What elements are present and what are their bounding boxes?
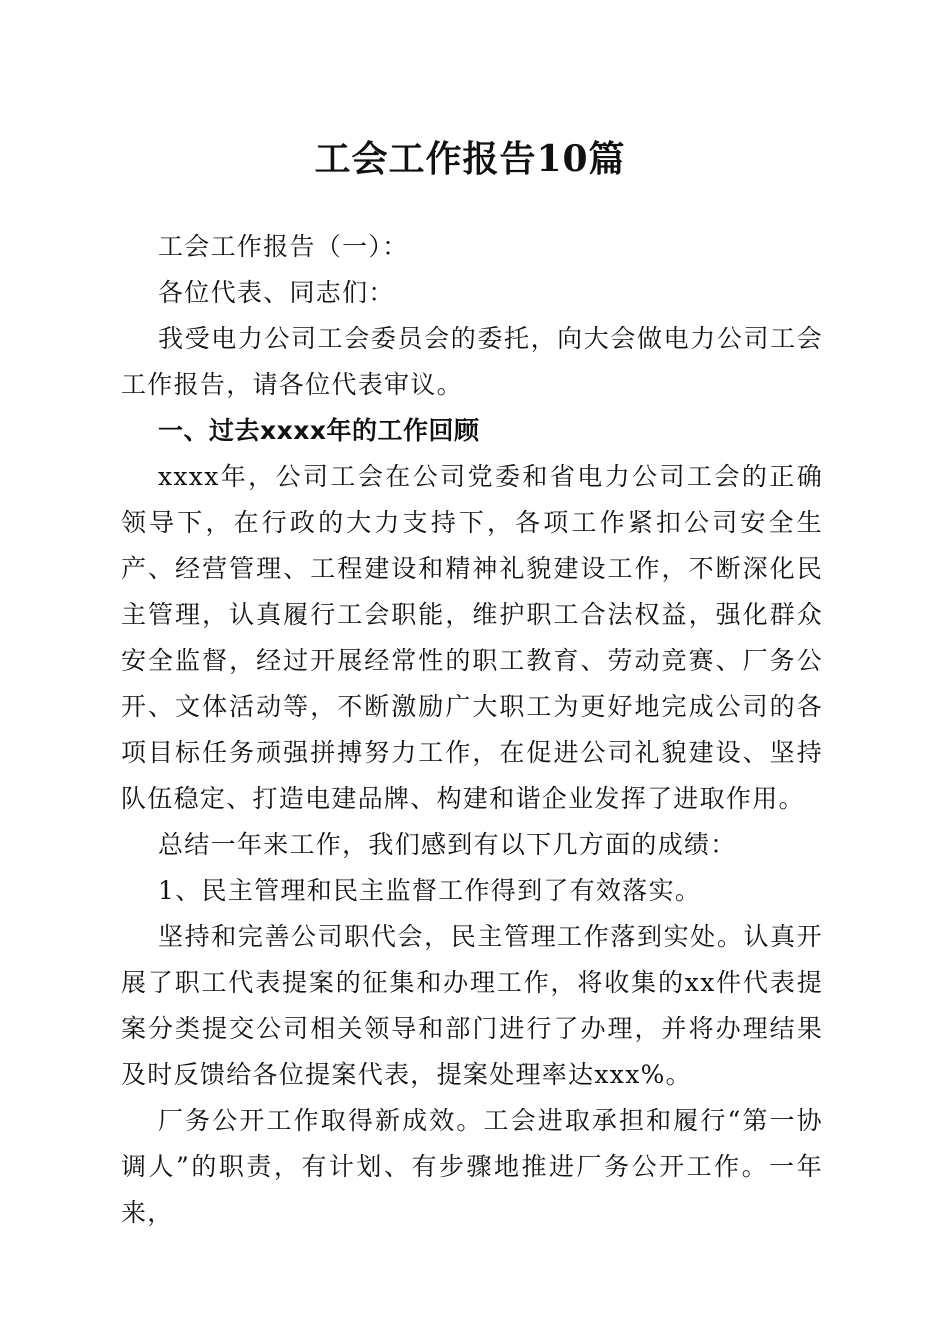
- paragraph-intro: 我受电力公司工会委员会的委托，向大会做电力公司工会工作报告，请各位代表审议。: [121, 324, 823, 399]
- paragraph-summary: 总结一年来工作，我们感到有以下几方面的成绩：: [158, 830, 737, 859]
- paragraph-report-heading: 工会工作报告（一）：: [158, 232, 409, 261]
- paragraph-item-1: 1、民主管理和民主监督工作得到了有效落实。: [158, 876, 702, 905]
- document-title: 工会工作报告10篇: [314, 138, 626, 180]
- section-heading-review: 一、过去xxxx年的工作回顾: [158, 416, 480, 445]
- document-body: [121, 224, 823, 1236]
- paragraph-disclosure: 厂务公开工作取得新成效。工会进取承担和履行“第一协调人”的职责，有计划、有步骤地推进厂务公开工作。一年来，: [121, 1106, 823, 1227]
- paragraph-congress: 坚持和完善公司职代会，民主管理工作落到实处。认真开展了职工代表提案的征集和办理工作，将收集的xx件代表提案分类提交公司相关领导和部门进行了办理，并将办理结果及时反馈给各位提案代表，提案处理率达xxx%。: [121, 922, 823, 1089]
- paragraph-salutation: 各位代表、同志们：: [158, 278, 395, 307]
- paragraph-overview: xxxx年，公司工会在公司党委和省电力公司工会的正确领导下，在行政的大力支持下，各项工作紧扣公司安全生产、经营管理、工程建设和精神礼貌建设工作，不断深化民主管理，认真履行工会职能，维护职工合法权益，强化群众安全监督，经过开展经常性的职工教育、劳动竞赛、厂务公开、文体活动等，不断激励广大职工为更好地完成公司的各项目标任务顽强拼搏努力工作，在促进公司礼貌建设、坚持队伍稳定、打造电建品牌、构建和谐企业发挥了进取作用。: [121, 462, 823, 813]
